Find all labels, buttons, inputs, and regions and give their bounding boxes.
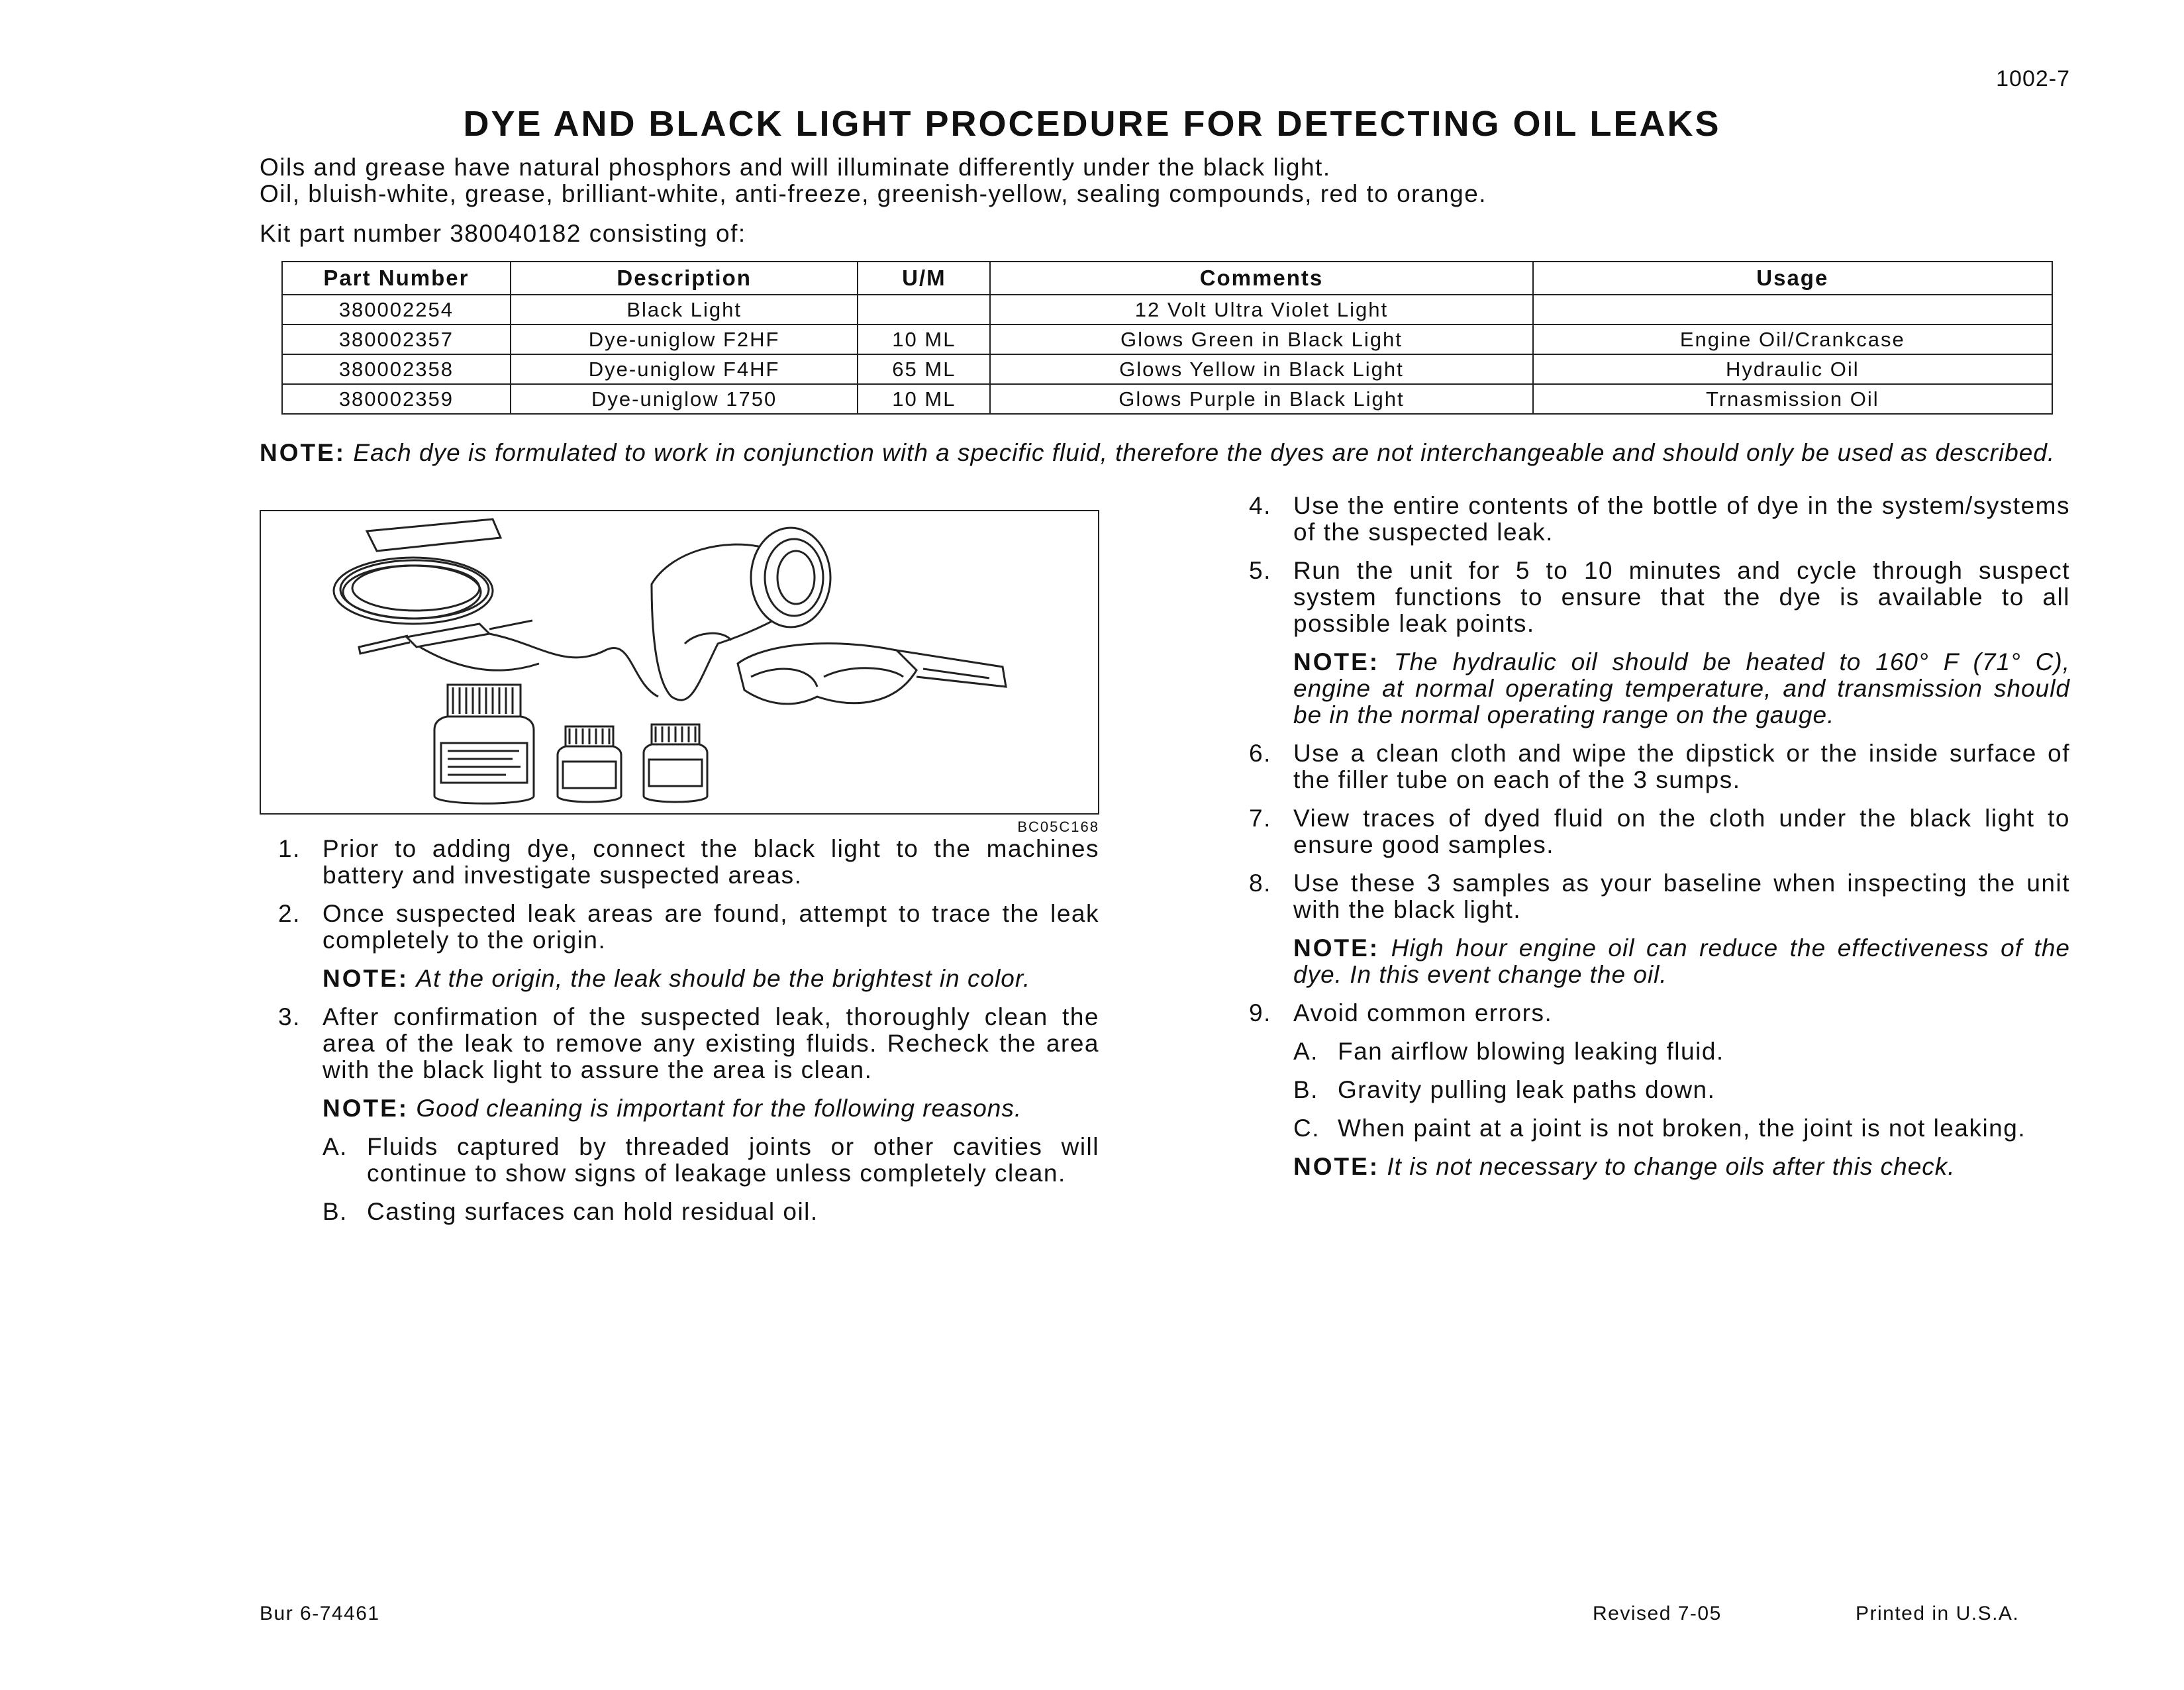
table-row <box>282 295 2052 324</box>
step-text: Use the entire contents of the bottle of dye in the system/systems of the suspected leak. <box>1293 492 2070 546</box>
item-letter: B. <box>1293 1076 1318 1103</box>
note-label: NOTE: <box>1293 934 1380 962</box>
note-text: At the origin, the leak should be the brightest in color. <box>416 965 1031 992</box>
note-text: High hour engine oil can reduce the effectiveness of the dye. In this event change the oil. <box>1293 934 2070 988</box>
page-title: DYE AND BLACK LIGHT PROCEDURE FOR DETECTING OIL LEAKS <box>463 104 1721 144</box>
step-3 <box>278 1004 1099 1083</box>
cell-um: 10 ML <box>858 324 990 354</box>
step-9-note <box>1249 1154 2070 1180</box>
cell-description: Black Light <box>511 295 858 324</box>
note-label: NOTE: <box>1293 1153 1380 1180</box>
kit-parts-table <box>281 261 2053 415</box>
step-4 <box>1249 493 2070 546</box>
note-label: NOTE: <box>1293 648 1380 675</box>
note-label: NOTE: <box>323 1095 409 1122</box>
small-dye-bottle-icon <box>644 724 707 802</box>
intro-line-1: Oils and grease have natural phosphors and will illuminate differently under the black light. <box>260 154 1331 181</box>
intro-line-2: Oil, bluish-white, grease, brilliant-white, anti-freeze, greenish-yellow, sealing compounds, red to orange. <box>260 180 1487 207</box>
item-text: Fan airflow blowing leaking fluid. <box>1338 1038 1724 1065</box>
note-text: The hydraulic oil should be heated to 160° F (71° C), engine at normal operating temperature, and transmission should be in the normal operating range on the gauge. <box>1293 648 2070 728</box>
header-usage: Usage <box>1533 262 2052 295</box>
cell-part-number: 380002358 <box>282 354 511 384</box>
step-text: Prior to adding dye, connect the black light to the machines battery and investigate suspected areas. <box>323 835 1099 889</box>
cell-usage: Engine Oil/Crankcase <box>1533 324 2052 354</box>
small-dye-bottle-icon <box>558 726 621 802</box>
step-7 <box>1249 805 2070 858</box>
step-2 <box>278 901 1099 954</box>
page-number: 1002-7 <box>1996 66 2070 91</box>
note-text: It is not necessary to change oils after this check. <box>1387 1153 1956 1180</box>
cell-usage: Trnasmission Oil <box>1533 384 2052 414</box>
kit-part-number-line: Kit part number 380040182 consisting of: <box>260 220 746 247</box>
dye-kit-drawing <box>261 511 1098 813</box>
header-comments: Comments <box>990 262 1532 295</box>
cell-description: Dye-uniglow 1750 <box>511 384 858 414</box>
header-um: U/M <box>858 262 990 295</box>
procedure-left-column <box>278 836 1099 1237</box>
cell-part-number: 380002357 <box>282 324 511 354</box>
table-row <box>282 384 2052 414</box>
cell-comments: Glows Green in Black Light <box>990 324 1532 354</box>
step-text: Once suspected leak areas are found, attempt to trace the leak completely to the origin. <box>323 900 1099 954</box>
step-text: Avoid common errors. <box>1293 999 1553 1026</box>
step-text: Use these 3 samples as your baseline when inspecting the unit with the black light. <box>1293 870 2070 923</box>
step-text: Use a clean cloth and wipe the dipstick or the inside surface of the filler tube on each of the 3 sumps. <box>1293 740 2070 793</box>
step-number: 9. <box>1249 999 1271 1026</box>
cell-usage <box>1533 295 2052 324</box>
item-letter: A. <box>1293 1038 1318 1065</box>
figure-caption: BC05C168 <box>1017 819 1099 835</box>
table-header-row <box>282 262 2052 295</box>
step-number: 1. <box>278 835 301 862</box>
footer-printed: Printed in U.S.A. <box>1856 1603 2020 1624</box>
step-number: 8. <box>1249 870 1271 897</box>
step-5-note <box>1249 649 2070 728</box>
step-2-note <box>278 966 1099 992</box>
cell-comments: 12 Volt Ultra Violet Light <box>990 295 1532 324</box>
item-text: Casting surfaces can hold residual oil. <box>367 1198 819 1225</box>
note-label: NOTE: <box>323 965 409 992</box>
cord-coil-icon <box>334 519 501 624</box>
cell-part-number: 380002254 <box>282 295 511 324</box>
item-text: When paint at a joint is not broken, the joint is not leaking. <box>1338 1115 2026 1142</box>
step-8-note <box>1249 935 2070 988</box>
header-description: Description <box>511 262 858 295</box>
item-letter: A. <box>323 1133 348 1160</box>
table-row <box>282 354 2052 384</box>
item-text: Gravity pulling leak paths down. <box>1338 1076 1716 1103</box>
footer-document-number: Bur 6-74461 <box>260 1603 380 1624</box>
note-text: Good cleaning is important for the following reasons. <box>416 1095 1022 1122</box>
table-row <box>282 324 2052 354</box>
step-text: Run the unit for 5 to 10 minutes and cycle through suspect system functions to ensure that the dye is available to all possible leak points. <box>1293 557 2070 637</box>
step-8 <box>1249 870 2070 923</box>
step-9-item-b <box>1249 1077 2070 1103</box>
dye-kit-illustration <box>260 510 1099 815</box>
step-9-item-a <box>1249 1038 2070 1065</box>
cell-description: Dye-uniglow F2HF <box>511 324 858 354</box>
cell-description: Dye-uniglow F4HF <box>511 354 858 384</box>
step-number: 4. <box>1249 492 1271 519</box>
step-9-item-c <box>1249 1115 2070 1142</box>
large-dye-bottle-icon <box>434 685 534 803</box>
step-1 <box>278 836 1099 889</box>
step-6 <box>1249 740 2070 793</box>
step-text: View traces of dyed fluid on the cloth under the black light to ensure good samples. <box>1293 805 2070 858</box>
footer-revision: Revised 7-05 <box>1593 1603 1722 1624</box>
step-3-item-b <box>278 1199 1099 1225</box>
note-text: Each dye is formulated to work in conjunction with a specific fluid, therefore the dyes are not interchangeable and should only be used as described. <box>353 439 2056 466</box>
dye-compatibility-note <box>260 440 2071 466</box>
cell-usage: Hydraulic Oil <box>1533 354 2052 384</box>
cell-comments: Glows Yellow in Black Light <box>990 354 1532 384</box>
step-3-note <box>278 1095 1099 1122</box>
cell-um: 10 ML <box>858 384 990 414</box>
step-number: 5. <box>1249 557 1271 584</box>
cell-um: 65 ML <box>858 354 990 384</box>
cell-comments: Glows Purple in Black Light <box>990 384 1532 414</box>
step-number: 7. <box>1249 805 1271 832</box>
step-5 <box>1249 558 2070 637</box>
item-text: Fluids captured by threaded joints or other cavities will continue to show signs of leakage unless completely clean. <box>367 1133 1099 1187</box>
step-9 <box>1249 1000 2070 1026</box>
safety-glasses-icon <box>738 644 1006 704</box>
step-number: 2. <box>278 900 301 927</box>
note-label: NOTE: <box>260 439 346 466</box>
header-part-number: Part Number <box>282 262 511 295</box>
item-letter: B. <box>323 1198 348 1225</box>
item-letter: C. <box>1293 1115 1320 1142</box>
step-text: After confirmation of the suspected leak, thoroughly clean the area of the leak to remove any existing fluids. Recheck the area with the black light to assure the area is clean. <box>323 1003 1099 1083</box>
step-number: 3. <box>278 1003 301 1030</box>
procedure-right-column <box>1249 493 2070 1192</box>
step-3-item-a <box>278 1134 1099 1187</box>
cell-part-number: 380002359 <box>282 384 511 414</box>
step-number: 6. <box>1249 740 1271 767</box>
cell-um <box>858 295 990 324</box>
